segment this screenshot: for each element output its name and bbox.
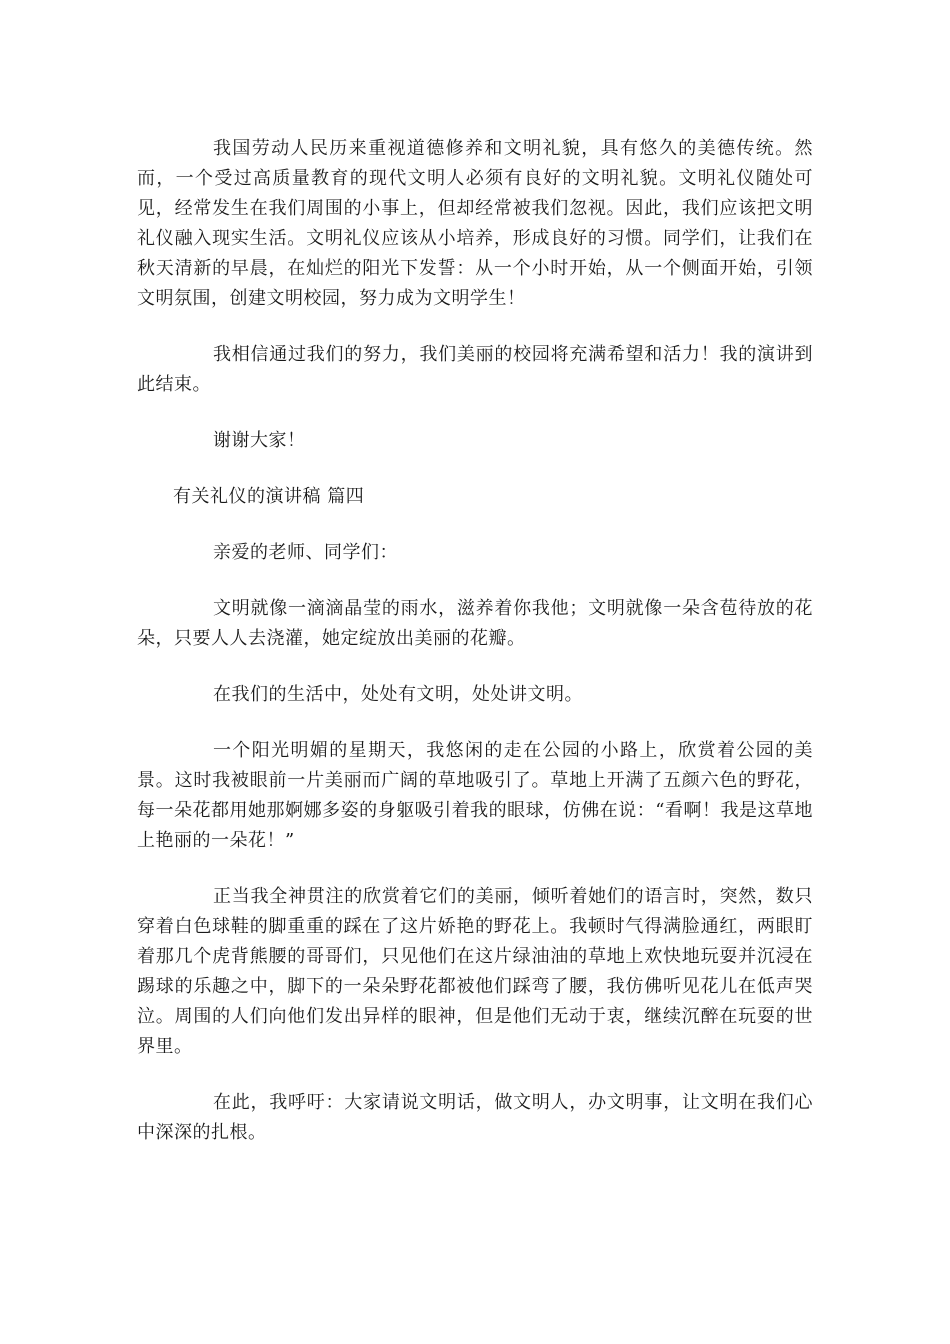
paragraph-appeal: 在此，我呼吁：大家请说文明话，做文明人，办文明事，让文明在我们心中深深的扎根。	[137, 1092, 813, 1143]
paragraph-greeting: 亲爱的老师、同学们：	[213, 542, 398, 563]
paragraph-etiquette-tradition: 我国劳动人民历来重视道德修养和文明礼貌，具有悠久的美德传统。然而，一个受过高质量教育的现代文明人必须有良好的文明礼貌。文明礼仪随处可见，经常发生在我们周围的小事上，但却经常被我们忽视。因此，我们应该把文明礼仪融入现实生活。文明礼仪应该从小培养，形成良好的习惯。同学们，让我们在秋天清新的早晨，在灿烂的阳光下发誓：从一个小时开始，从一个侧面开始，引领文明氛围，创建文明校园，努力成为文明学生！	[137, 138, 813, 309]
paragraph-speech-conclusion: 我相信通过我们的努力，我们美丽的校园将充满希望和活力！我的演讲到此结束。	[137, 344, 813, 395]
paragraph-civility-everywhere: 在我们的生活中，处处有文明，处处讲文明。	[213, 684, 583, 705]
paragraph-thanks: 谢谢大家！	[213, 430, 306, 451]
paragraph-park-story: 一个阳光明媚的星期天，我悠闲的走在公园的小路上，欣赏着公园的美景。这时我被眼前一片美丽而广阔的草地吸引了。草地上开满了五颜六色的野花，每一朵花都用她那婀娜多姿的身躯吸引着我的眼球，仿佛在说：“看啊！我是这草地上艳丽的一朵花！”	[137, 740, 813, 851]
paragraph-civility-metaphor: 文明就像一滴滴晶莹的雨水，滋养着你我他；文明就像一朵含苞待放的花朵，只要人人去浇灌，她定绽放出美丽的花瓣。	[137, 598, 813, 649]
paragraph-trampled-flowers: 正当我全神贯注的欣赏着它们的美丽，倾听着她们的语言时，突然，数只穿着白色球鞋的脚重重的踩在了这片娇艳的野花上。我顿时气得满脸通红，两眼盯着那几个虎背熊腰的哥哥们，只见他们在这片绿油油的草地上欢快地玩耍并沉浸在踢球的乐趣之中，脚下的一朵朵野花都被他们踩弯了腰，我仿佛听见花儿在低声哭泣。周围的人们向他们发出异样的眼神，但是他们无动于衷，继续沉醉在玩耍的世界里。	[137, 886, 813, 1057]
section-heading: 有关礼仪的演讲稿 篇四	[173, 486, 365, 507]
document-body	[137, 134, 813, 1174]
